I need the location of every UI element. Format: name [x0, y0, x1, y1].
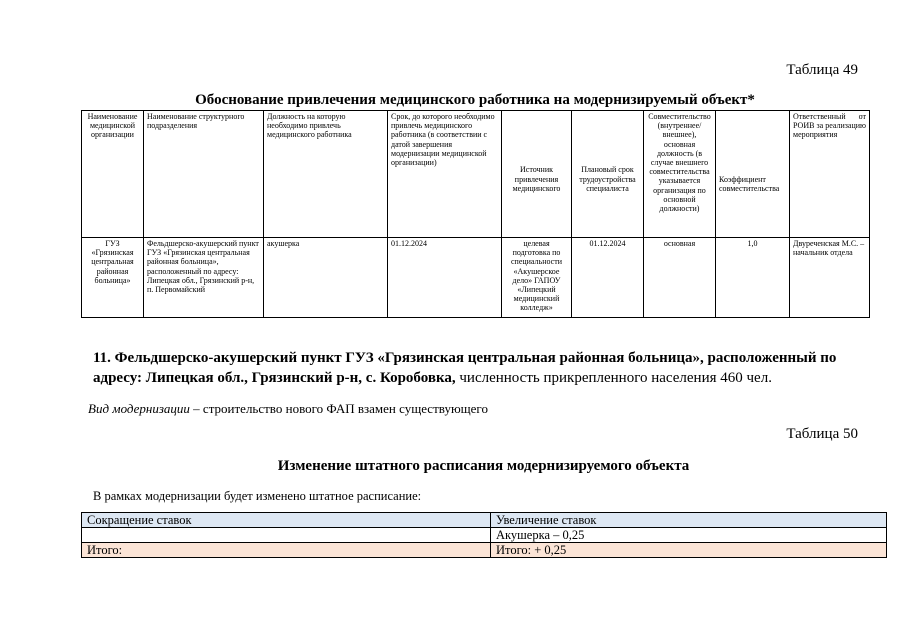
section-11-heading-rest: численность прикрепленного населения 460 чел.	[455, 370, 772, 386]
header-cell: Увеличение ставок	[491, 513, 887, 528]
header-cell: Сокращение ставок	[82, 513, 491, 528]
header-cell: Наименование структурного подразделения	[144, 111, 264, 238]
table-cell: ГУЗ «Грязинская центральная районная больница»	[82, 238, 144, 318]
table-cell: Итого: + 0,25	[491, 543, 887, 558]
table-50-total-row	[82, 543, 887, 558]
table-cell: 01.12.2024	[388, 238, 502, 318]
table-49-header-row	[82, 111, 870, 238]
header-cell: Плановый срок трудоустройства специалиста	[572, 111, 644, 238]
header-cell: Наименование медицинской организации	[82, 111, 144, 238]
table-cell: акушерка	[264, 238, 388, 318]
table-50-header-row	[82, 513, 887, 528]
table-50	[81, 512, 887, 558]
table-row	[82, 238, 870, 318]
header-cell: Совместительство (внутреннее/внешнее), основная должность (в случае внешнего совместительства указывается организация по основной должности)	[644, 111, 716, 238]
table-cell: целевая подготовка по специальности «Акушерское дело» ГАПОУ «Липецкий медицинский колледж»	[502, 238, 572, 318]
table-49	[81, 110, 870, 318]
table-49-title: Обоснование привлечения медицинского работника на модернизируемый объект*	[195, 92, 755, 108]
modernization-type-text: – строительство нового ФАП взамен существующего	[189, 401, 488, 416]
table-50-label: Таблица 50	[786, 426, 858, 442]
table-cell: Акушерка – 0,25	[491, 528, 887, 543]
header-cell: Срок, до которого необходимо привлечь медицинского работника (в соответствии с датой завершения модернизации медицинской организации)	[388, 111, 502, 238]
table-cell: 01.12.2024	[572, 238, 644, 318]
table-50-intro: В рамках модернизации будет изменено штатное расписание:	[93, 489, 422, 503]
section-11-heading-bold: 11. Фельдшерско-акушерский пункт ГУЗ «Грязинская центральная районная больница», расположенный по адресу: Липецкая обл., Грязинский р-н, с. Коробовка,	[93, 350, 837, 386]
table-cell: основная	[644, 238, 716, 318]
header-cell: Должность на которую необходимо привлечь медицинского работника	[264, 111, 388, 238]
table-cell	[82, 528, 491, 543]
table-cell: 1,0	[716, 238, 790, 318]
table-cell: Двуреченская М.С. – начальник отдела	[790, 238, 870, 318]
modernization-type-label: Вид модернизации	[88, 401, 190, 416]
table-49-label: Таблица 49	[786, 62, 858, 78]
modernization-type	[88, 401, 488, 417]
table-row	[82, 528, 887, 543]
table-50-title: Изменение штатного расписания модернизируемого объекта	[277, 458, 690, 474]
header-cell: Ответственный от РОИВ за реализацию мероприятия	[790, 111, 870, 238]
table-cell: Фельдшерско-акушерский пункт ГУЗ «Грязинская центральная районная больница», расположенный по адресу: Липецкая обл., Грязинский р-н, п. Первомайский	[144, 238, 264, 318]
header-cell: Коэффициент совместительства	[716, 111, 790, 238]
table-cell: Итого:	[82, 543, 491, 558]
header-cell: Источник привлечения медицинского	[502, 111, 572, 238]
section-11-heading	[93, 348, 858, 388]
